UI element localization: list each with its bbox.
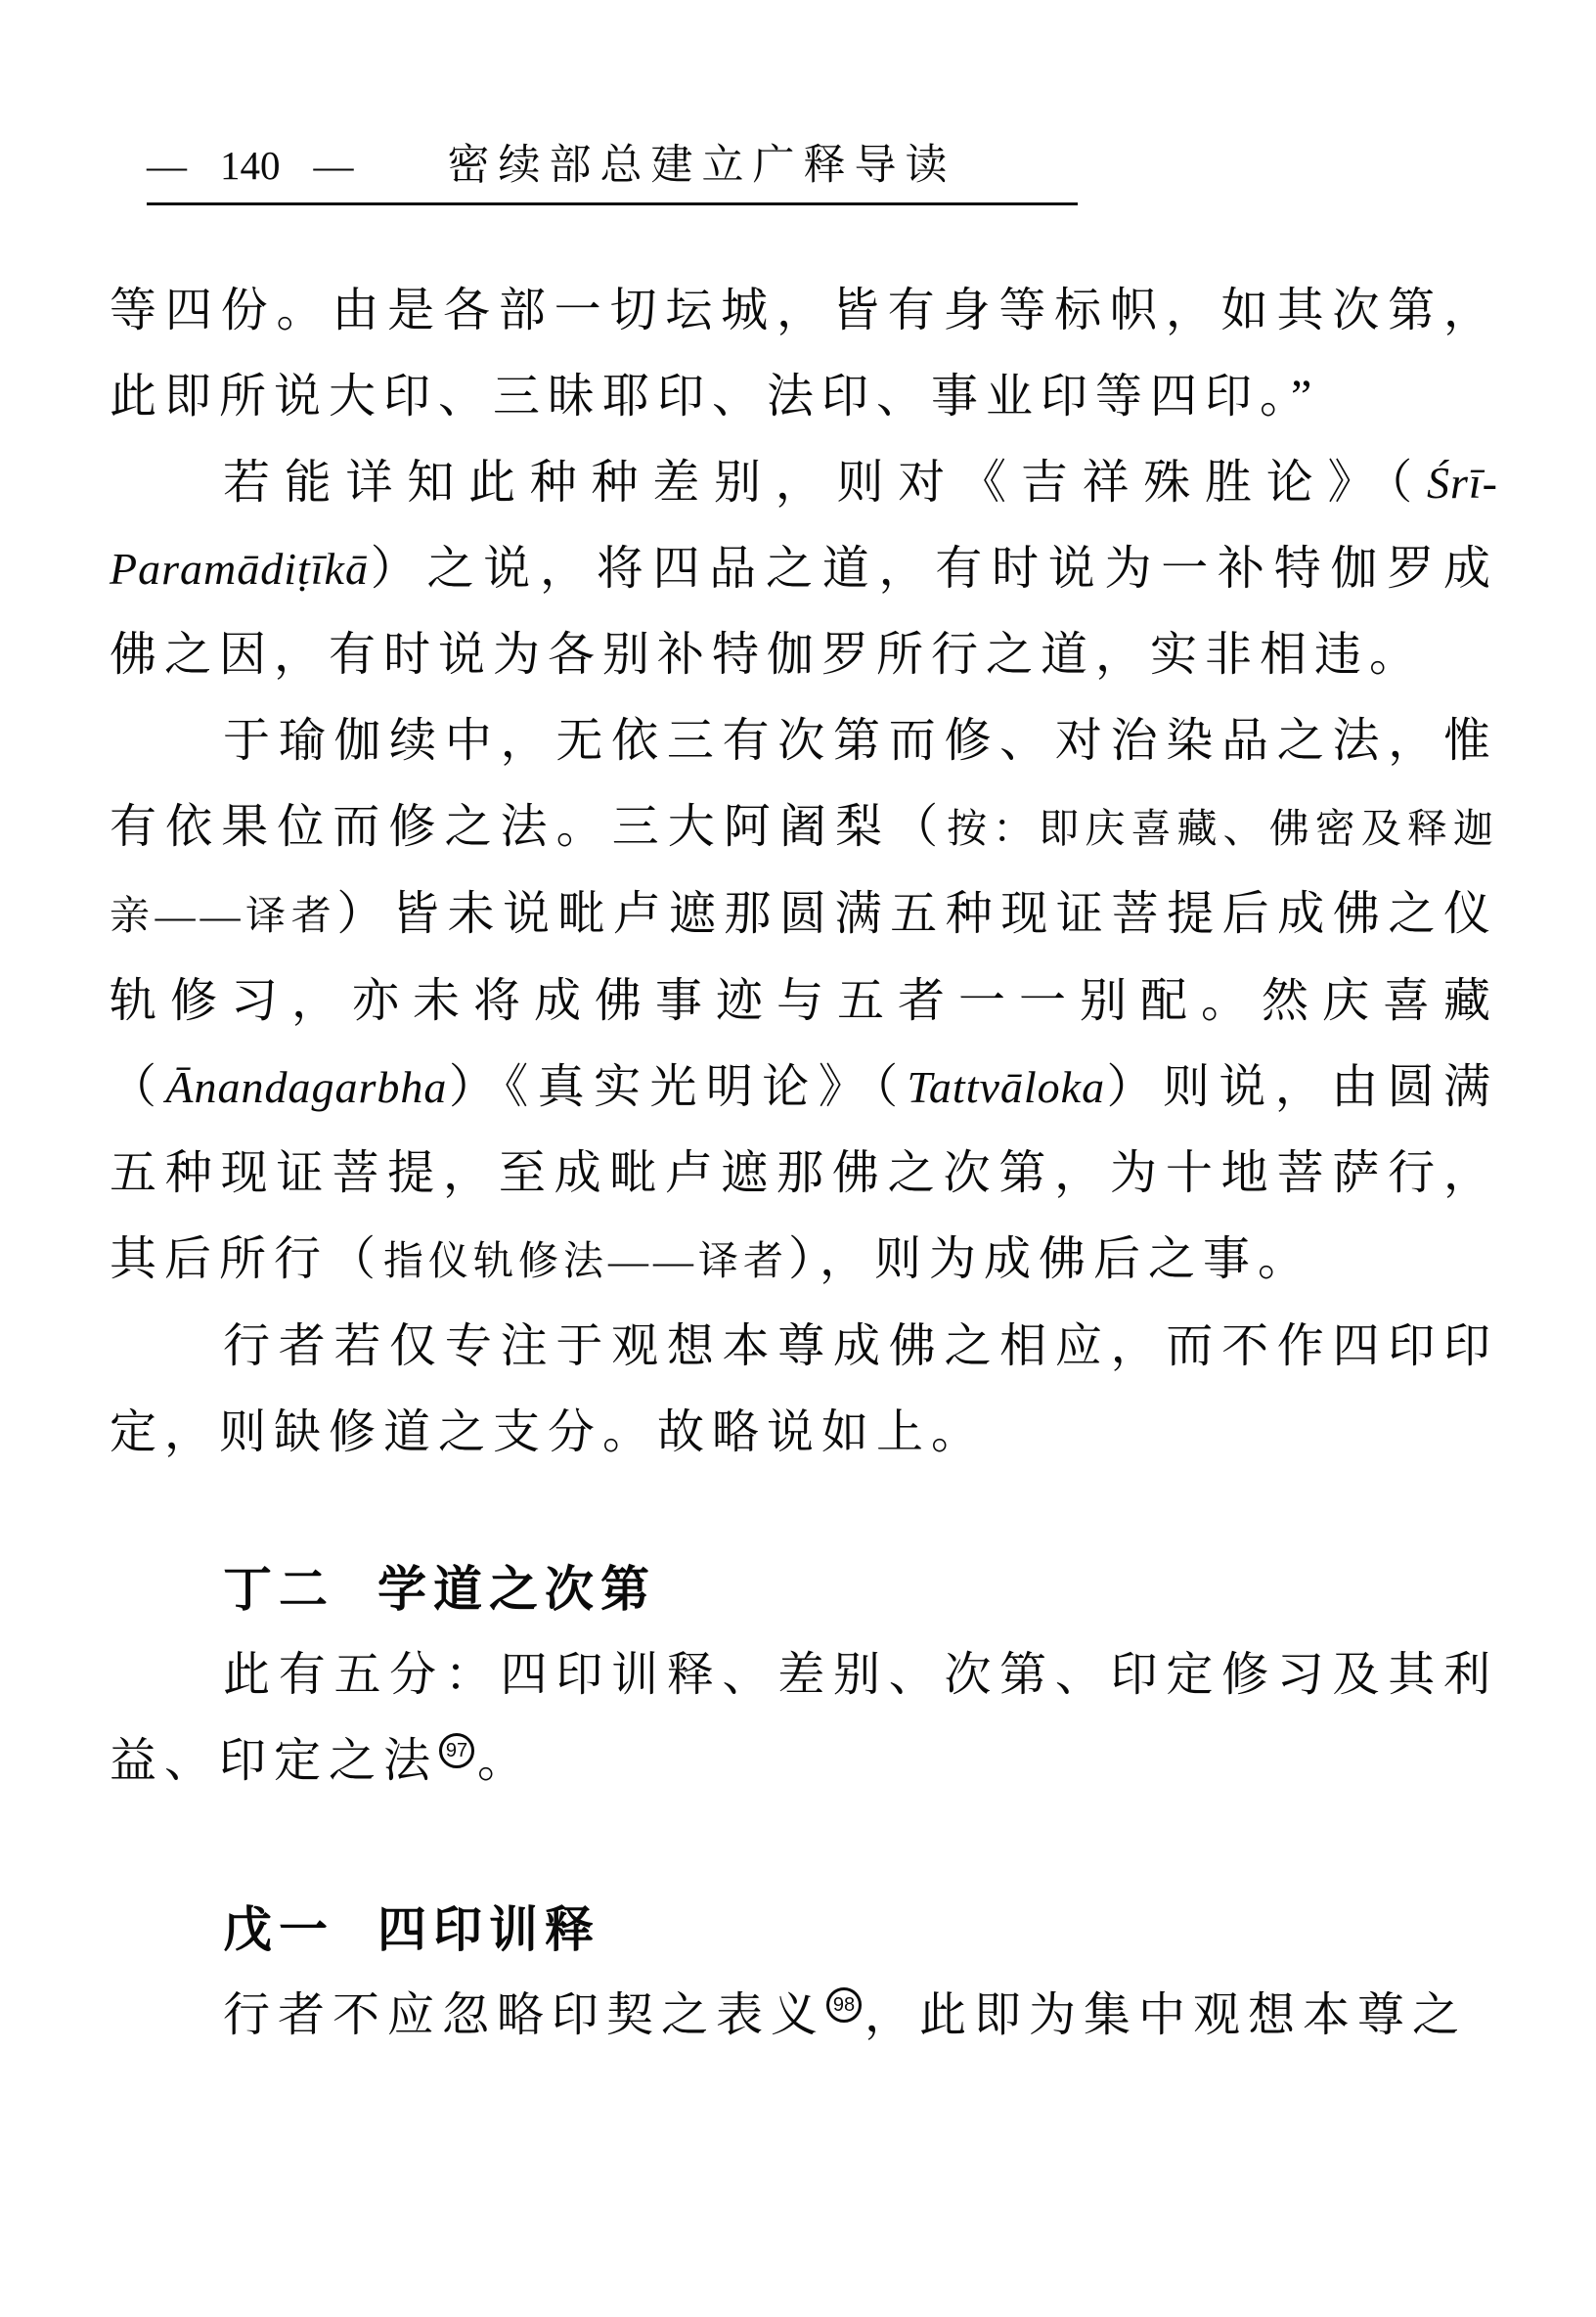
paragraph-text: 于瑜伽续中，无依三有次第而修、对治染品之法，惟有依果位而修之法。三大阿阇梨（: [110, 715, 1498, 853]
paragraph: [110, 1304, 1498, 1476]
book-title: 密续部总建立广释导读: [447, 143, 956, 189]
paragraph-text: ），则为成佛后之事。: [788, 1233, 1313, 1285]
paragraph-continuation: [110, 268, 1498, 440]
paragraph-text: 行者若仅专注于观想本尊成佛之相应，而不作四印印定，则缺修道之支分。故略说如上。: [110, 1320, 1498, 1458]
section-label: 戊一: [223, 1902, 334, 1957]
paragraph-text: 若能详知此种种差别，则对《吉祥殊胜论》（: [223, 457, 1427, 509]
sanskrit-title-part1: Śrī-: [1427, 458, 1498, 508]
paragraph-text: 此有五分：四印训释、差别、次第、印定修习及其利益、印定之法: [110, 1649, 1498, 1787]
section-title: 学道之次第: [377, 1562, 656, 1617]
page-number: 140: [220, 143, 281, 188]
paragraph-text: 行者不应忽略印契之表义: [223, 1989, 826, 2041]
footnote-ref-97: 97: [439, 1733, 474, 1768]
translator-note: 按：即庆喜藏、佛密及释迦亲——译者: [110, 806, 1498, 938]
paragraph-text: 。: [477, 1735, 533, 1787]
paragraph-text: ）《真实光明论》（: [447, 1061, 908, 1113]
paragraph-text: ）则说，由圆满五种现证菩提，至成毗卢遮那佛之次第，为十地菩萨行，其后所行（: [110, 1061, 1498, 1285]
section2-body: [110, 1973, 1498, 2059]
footnote-ref-98: 98: [826, 1987, 862, 2023]
section-label: 丁二: [223, 1562, 334, 1617]
paragraph: [110, 1632, 1498, 1805]
paragraph: [110, 1973, 1498, 2059]
paragraph-text: ）之说，将四品之道，有时说为一补特伽罗成佛之因，有时说为各别补特伽罗所行之道，实非相违。: [110, 543, 1498, 681]
paragraph-text: 等四份。由是各部一切坛城，皆有身等标帜，如其次第，此即所说大印、三昧耶印、法印、事业印等四印。”: [110, 285, 1498, 423]
paragraph-text: ）皆未说毗卢遮那圆满五种现证菩提后成佛之仪轨修习，亦未将成佛事迹与五者一一别配。然庆喜藏（: [110, 888, 1498, 1113]
section-heading-ding2: [223, 1546, 1496, 1632]
paragraph-text: ，此即为集中观想本尊之: [864, 1989, 1468, 2041]
body-text: [110, 268, 1498, 1476]
running-header: [147, 145, 1078, 205]
section-heading-wu1: [223, 1887, 1496, 1973]
paragraph: [110, 698, 1498, 1304]
translator-note: 指仪轨修法——译者: [383, 1238, 789, 1283]
sanskrit-title: Tattvāloka: [907, 1062, 1106, 1112]
sanskrit-title-part2: Paramādiṭīkā: [110, 544, 369, 594]
header-dash-left: —: [147, 143, 187, 188]
section1-body: [110, 1632, 1498, 1805]
header-dash-right: —: [313, 143, 354, 188]
section-title: 四印训释: [377, 1902, 600, 1957]
sanskrit-name: Ānandagarbha: [165, 1062, 448, 1112]
paragraph: [110, 440, 1498, 698]
